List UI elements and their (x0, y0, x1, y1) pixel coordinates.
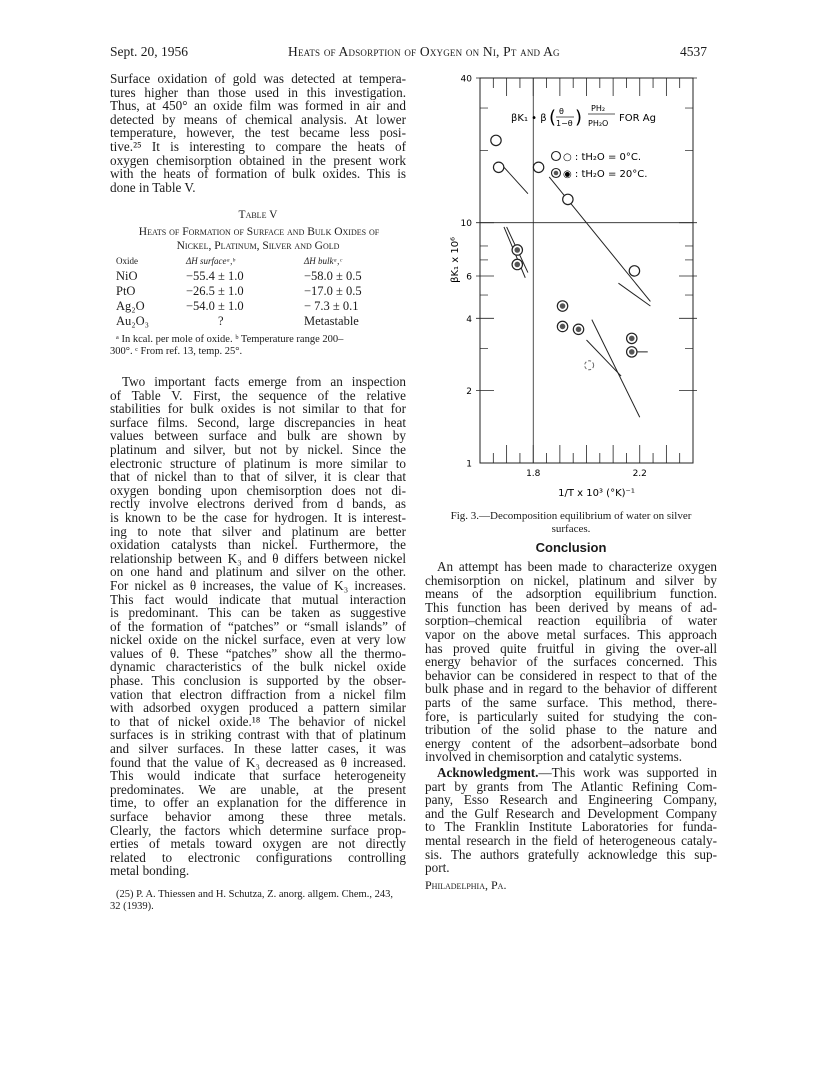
plot-gridlines (480, 78, 693, 463)
fit-line-tail (618, 283, 650, 306)
equation-p-h2: PH₂ (591, 104, 606, 113)
x-tick-label: 1.8 (526, 469, 541, 479)
plot-border (480, 78, 693, 463)
reference-25-line-2: 32 (1939). (110, 901, 154, 912)
table-label: Table V (238, 209, 278, 221)
col-oxide-header: Oxide (116, 256, 138, 266)
conclusion-paragraph: An attempt has been made to characterize oxygen chemisorption on nickel, platinum and silver by means of the adsorption equilibrium function. This function has been derived by means of ad- sorption–chemical reaction equilibria of water vapor on the above metal surfaces. This approach has proved quite fruitful in giving the over-all energy behavior of the surfaces concerned. This behavior can be considered in respect to that of the bulk phase and in regard to the behavior of different parts of the same surface. This method, there- fore, is particularly suited for studying the con- tribution of the solid phase to the nature and energy content of the adsorbent–adsorbate bond involved in chemisorption and catalytic systems. (425, 559, 717, 765)
data-point-open (491, 135, 501, 145)
y-axis-label: βK₁ x 10⁶ (450, 236, 461, 283)
table-footnote-line-1: ᵃ In kcal. per mole of oxide. ᵇ Temperature range 200– (116, 334, 344, 345)
y-tick-label: 10 (460, 219, 472, 230)
cell-oxide: PtO (116, 284, 136, 298)
legend-open-marker (552, 152, 561, 161)
fit-line-filled-c (587, 340, 622, 376)
cell-oxide: Ag₂O (116, 299, 145, 313)
table-title-line-1: Heats of Formation of Surface and Bulk Oxides of (138, 226, 380, 238)
fit-line-open-upper (501, 164, 528, 193)
figure-caption (425, 510, 717, 536)
cell-bulk: Metastable (304, 314, 359, 328)
figure-caption-line-2: surfaces. (551, 523, 591, 535)
y-tick-label: 40 (460, 74, 472, 85)
cell-surface: −55.4 ± 1.0 (186, 269, 244, 283)
location-line: Philadelphia, Pa. (425, 878, 507, 892)
data-point-filled-core (629, 336, 635, 342)
x-axis-label: 1/T x 10³ (°K)⁻¹ (558, 488, 635, 499)
table-title-line-2: Nickel, Platinum, Silver and Gold (176, 240, 340, 252)
plot-tick-labels (461, 75, 647, 480)
reference-25-line-1: (25) P. A. Thiessen and H. Schutza, Z. anorg. allgem. Chem., 243, (116, 889, 393, 900)
conclusion-heading: Conclusion (535, 540, 607, 555)
plot-frame (480, 78, 693, 463)
data-point-uncertain (585, 361, 594, 370)
table-v (116, 254, 398, 329)
header-title: Heats of Adsorption of Oxygen on Ni, Pt and Ag (288, 44, 560, 59)
equation-p-h2o: PH₂O (588, 119, 609, 128)
equation-lhs: βK₁ • β (511, 113, 547, 124)
data-point-filled-core (629, 349, 635, 355)
left-paragraph-1: Surface oxidation of gold was detected at tempera- tures higher than those used in this investigation. Thus, at 450° an oxide film was formed in air and detected by means of chemical analysis. At lower temperature, however, the test became less posi- tive.²⁵ It is interesting to compare the heats of oxygen chemisorption obtained in the present work with the heats of formation of bulk oxides. This is done in Table V. (110, 71, 406, 195)
table-header-row (116, 254, 398, 269)
data-point-filled-core (514, 247, 520, 253)
cell-surface: −26.5 ± 1.0 (186, 284, 244, 298)
data-point-open (629, 266, 639, 276)
figure-caption-line-1: Fig. 3.—Decomposition equilibrium of water on silver (450, 510, 692, 522)
cell-surface: ? (218, 314, 224, 328)
figure-3-plot (425, 70, 715, 510)
plot-ticks (476, 78, 697, 463)
equation-theta: θ (559, 107, 564, 116)
data-point-open (493, 162, 503, 172)
equation-one-minus-theta: 1−θ (556, 119, 573, 128)
data-point-filled-core (560, 324, 566, 330)
y-tick-label: 2 (466, 387, 472, 398)
header-page-number: 4537 (680, 44, 707, 59)
table-row (116, 314, 398, 329)
equation-paren-close: ) (575, 107, 583, 128)
data-point-open (563, 194, 573, 204)
cell-bulk: −58.0 ± 0.5 (304, 269, 362, 283)
table-footnote-line-2: 300°. ᶜ From ref. 13, temp. 25°. (110, 346, 243, 357)
data-point-filled-core (576, 327, 582, 333)
table-row (116, 269, 398, 284)
cell-surface: −54.0 ± 1.0 (186, 299, 244, 313)
col-bulk-header: ΔH bulkᵃ,ᶜ (304, 256, 342, 266)
y-tick-label: 6 (466, 272, 472, 283)
plot-fit-lines (501, 164, 650, 417)
table-row (116, 284, 398, 299)
data-point-filled-core (514, 262, 520, 268)
cell-oxide: Au₂O₃ (116, 314, 150, 328)
col-surface-header: ΔH surfaceᵃ,ᵇ (186, 256, 235, 266)
acknowledgment-first-line: —This work was supported in (538, 765, 717, 780)
legend-open-circles: ○ : tH₂O = 0°C. (563, 152, 642, 163)
cell-bulk: −17.0 ± 0.5 (304, 284, 362, 298)
x-tick-label: 2.2 (632, 469, 647, 479)
y-tick-label: 1 (466, 459, 472, 470)
table-row (116, 299, 398, 314)
data-point-open (533, 162, 543, 172)
acknowledgment-paragraph: Acknowledgment.—This work was supported in part by grants from The Atlantic Refining Com- pany, Esso Research and Engineering Company, and the Gulf Research and Development Company to The Franklin Institute Laboratories for funda- mental research in the field of heterogeneous cataly- sis. The authors gratefully acknowledge this sup- port. (425, 765, 717, 876)
equation-paren-open: ( (549, 107, 557, 128)
legend-filled-marker-core (554, 171, 559, 176)
left-paragraph-2: Two important facts emerge from an inspection of Table V. First, the sequence of the relative stabilities for bulk oxides is not similar to that for surface films. Second, large discrepancies in heat values between surface and bulk are shown by platinum and silver, but not by nickel. Since the electronic structure of platinum is more similar to that of nickel than to that of silver, it is clear that oxygen bonding upon chemisorption does not di- rectly involve electrons derived from d bands, as is known to be the case for hydrogen. It is interest- ing to note that silver and platinum are better oxidation catalysts than nickel. Furthermore, the relationship between K₃ and θ differs between nickel on one hand and platinum and silver on the other. For nickel as θ increases, the value of K₃ increases. This fact would indicate that mutual interaction is predominant. This can be taken as suggestive of the formation of “patches” or “small islands” of nickel oxide on the nickel surface, even at very low values of θ. These “patches” show all the thermo- dynamic characteristics of the bulk nickel oxide phase. This conclusion is supported by the obser- vation that electron diffraction from a nickel film with adsorbed oxygen produced a pattern similar to that of nickel oxide.¹⁸ The behavior of nickel surfaces is in striking contrast with that of platinum and silver surfaces. In these latter cases, it was found that the value of K₃ decreased as θ increased. This would indicate that surface heterogeneity predominates. We are unable, at the present time, to offer an explanation for the difference in surface behavior among these three metals. Clearly, the factors which determine surface prop- erties of metals toward oxygen are not directly related to electronic configurations controlling metal bonding. (110, 374, 406, 879)
data-point-filled-core (560, 303, 566, 309)
cell-oxide: NiO (116, 269, 138, 283)
plot-equation (511, 104, 656, 128)
y-tick-label: 4 (466, 314, 472, 325)
header-date: Sept. 20, 1956 (110, 44, 189, 59)
acknowledgment-label: Acknowledgment. (437, 765, 539, 780)
legend-filled-circles: ◉ : tH₂O = 20°C. (563, 169, 648, 180)
cell-bulk: − 7.3 ± 0.1 (304, 299, 359, 313)
equation-for-ag: FOR Ag (619, 113, 656, 124)
